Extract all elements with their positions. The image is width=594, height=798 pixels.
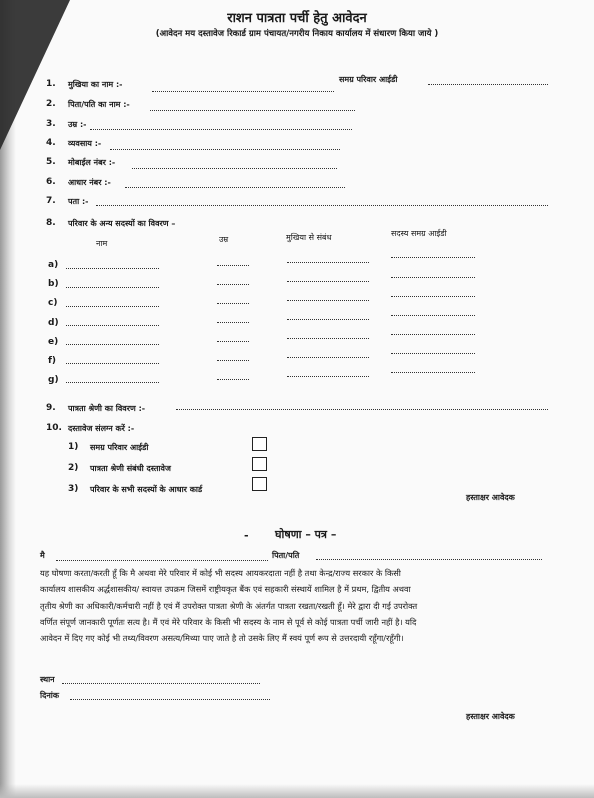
field-label-address: पता :- [68, 197, 89, 206]
date-label: दिनांक [40, 691, 59, 700]
member-relation-input[interactable] [287, 338, 369, 339]
field-label-occupation: व्यवसाय :- [68, 139, 102, 148]
scan-shadow-bottom [0, 784, 594, 798]
field-number: 7. [46, 196, 56, 206]
field-number: 2. [46, 99, 56, 109]
members-col-name: नाम [96, 239, 108, 248]
date-input[interactable] [70, 699, 270, 700]
document-item-aadhaar-cards: परिवार के सभी सदस्यों के आधार कार्ड [90, 485, 203, 494]
mobile-input[interactable] [132, 168, 337, 169]
member-name-input[interactable] [66, 382, 159, 383]
member-name-input[interactable] [66, 325, 159, 326]
declaration-father-label: पिता/पति [272, 551, 300, 560]
samagra-family-id-input[interactable] [428, 84, 548, 85]
head-name-input[interactable] [152, 91, 334, 92]
occupation-input[interactable] [110, 149, 340, 150]
member-row-label: g) [48, 375, 59, 385]
member-samagra-input[interactable] [391, 277, 475, 278]
field-number: 3. [46, 119, 56, 129]
checkbox-samagra-id[interactable] [252, 437, 267, 451]
field-number: 10. [46, 423, 62, 433]
member-row-label: b) [48, 279, 59, 289]
form-title: राशन पात्रता पर्ची हेतु आवेदन [227, 11, 367, 26]
member-row-label: d) [48, 318, 59, 328]
member-samagra-input[interactable] [391, 334, 475, 335]
member-samagra-input[interactable] [391, 353, 475, 354]
declaration-signature-label: हस्ताक्षर आवेदक [466, 712, 515, 721]
form-subtitle: (आवेदन मय दस्तावेज रिकार्ड ग्राम पंचायत/नगरीय निकाय कार्यालय में संधारण किया जाये ) [155, 29, 439, 39]
field-label-attach-documents: दस्तावेज संलग्न करें :- [68, 424, 135, 433]
member-row-label: f) [48, 356, 57, 366]
declaration-line: यह घोषणा करता/करती हूँ कि मै अथवा मेरे परिवार में कोई भी सदस्य आयकरदाता नहीं है तथा केन्द्र/राज्य सरकार के किसी [40, 568, 401, 578]
declaration-line: आवेदन में दिए गए कोई भी तथ्य/विवरण असत्य/मिथ्या पाए जाते है तो उसके लिए मैं स्वयं पूर्ण रूप से उत्तरदायी रहूँगा/रहूँगी। [40, 633, 404, 644]
member-name-input[interactable] [66, 268, 159, 269]
declaration-line: वर्णित संपूर्ण जानकारी पूर्णतः सत्य है। मैं एवं मेरे परिवार के किसी भी सदस्य के नाम से पूर्व से कोई पात्रता पर्ची जारी नहीं है। यदि [40, 616, 417, 627]
member-age-input[interactable] [217, 379, 249, 380]
field-label-mobile: मोबाईल नंबर :- [68, 158, 116, 167]
member-relation-input[interactable] [287, 300, 369, 301]
document-item-samagra-id: समग्र परिवार आईडी [90, 443, 149, 452]
field-number: 4. [46, 138, 56, 148]
document-item-number: 3) [68, 484, 79, 494]
place-input[interactable] [62, 683, 260, 684]
field-label-father-husband-name: पिता/पति का नाम :- [68, 100, 130, 109]
member-name-input[interactable] [66, 344, 159, 345]
member-samagra-input[interactable] [391, 257, 475, 258]
declaration-line: कार्यालय शासकीय अर्द्धशासकीय/ स्वायत्त उपक्रम जिसमें राष्ट्रीयकृत बैंक एवं सहकारी संस्थायें शामिल है में प्रथम, द्वितीय अथवा [40, 584, 411, 595]
field-number: 5. [46, 157, 56, 167]
document-item-number: 2) [68, 463, 79, 473]
member-name-input[interactable] [66, 306, 159, 307]
field-number: 1. [46, 79, 56, 89]
member-age-input[interactable] [217, 303, 249, 304]
field-number: 9. [46, 403, 56, 413]
field-number: 8. [46, 218, 56, 228]
member-age-input[interactable] [217, 360, 249, 361]
applicant-signature-label: हस्ताक्षर आवेदक [466, 493, 515, 502]
members-col-samagra-id: सदस्य समग्र आईडी [391, 229, 447, 238]
field-number: 6. [46, 177, 56, 187]
field-label-family-members: परिवार के अन्य सदस्यों का विवरण – [68, 219, 176, 228]
declaration-mai: मै [40, 551, 45, 560]
age-input[interactable] [90, 129, 352, 130]
declaration-dash: - [244, 529, 249, 542]
member-name-input[interactable] [66, 287, 159, 288]
member-relation-input[interactable] [287, 262, 369, 263]
declaration-line: तृतीय श्रेणी का अधिकारी/कर्मचारी नहीं है एवं मैं उपरोक्त पात्रता श्रेणी के अंतर्गत पात्रता रखता/रखती हूँ। मेरे द्वारा दी गई उपरोक्त [40, 600, 418, 611]
member-relation-input[interactable] [287, 376, 369, 377]
field-label-age: उम्र :- [68, 120, 87, 129]
member-row-label: e) [48, 337, 59, 347]
member-age-input[interactable] [217, 341, 249, 342]
field-label-head-name: मुखिया का नाम :- [68, 80, 123, 89]
member-age-input[interactable] [217, 284, 249, 285]
place-label: स्थान [40, 675, 55, 684]
member-age-input[interactable] [217, 322, 249, 323]
member-samagra-input[interactable] [391, 372, 475, 373]
members-col-age: उम्र [219, 235, 229, 244]
document-item-category-proof: पात्रता श्रेणी संबंधी दस्तावेज [90, 464, 171, 473]
member-samagra-input[interactable] [391, 315, 475, 316]
checkbox-category-proof[interactable] [252, 457, 267, 471]
member-row-label: c) [48, 298, 58, 308]
field-label-aadhaar: आधार नंबर :- [68, 178, 111, 187]
field-label-eligibility-category: पात्रता श्रेणी का विवरण :- [68, 404, 146, 413]
member-relation-input[interactable] [287, 281, 369, 282]
aadhaar-input[interactable] [125, 187, 345, 188]
member-name-input[interactable] [66, 363, 159, 364]
address-input[interactable] [96, 205, 548, 206]
member-relation-input[interactable] [287, 319, 369, 320]
declarant-name-input[interactable] [56, 560, 268, 561]
declaration-text [40, 565, 572, 646]
father-husband-name-input[interactable] [150, 110, 355, 111]
eligibility-category-input[interactable] [176, 409, 548, 410]
checkbox-aadhaar-cards[interactable] [252, 477, 267, 491]
member-samagra-input[interactable] [391, 296, 475, 297]
declaration-title: घोषणा – पत्र – [275, 528, 337, 541]
member-age-input[interactable] [217, 265, 249, 266]
declarant-father-input[interactable] [316, 559, 542, 560]
member-row-label: a) [48, 260, 59, 270]
field-label-samagra-family-id: समग्र परिवार आईडी [339, 75, 398, 84]
document-item-number: 1) [68, 442, 79, 452]
member-relation-input[interactable] [287, 357, 369, 358]
members-col-relation: मुखिया से संबंध [286, 233, 332, 242]
